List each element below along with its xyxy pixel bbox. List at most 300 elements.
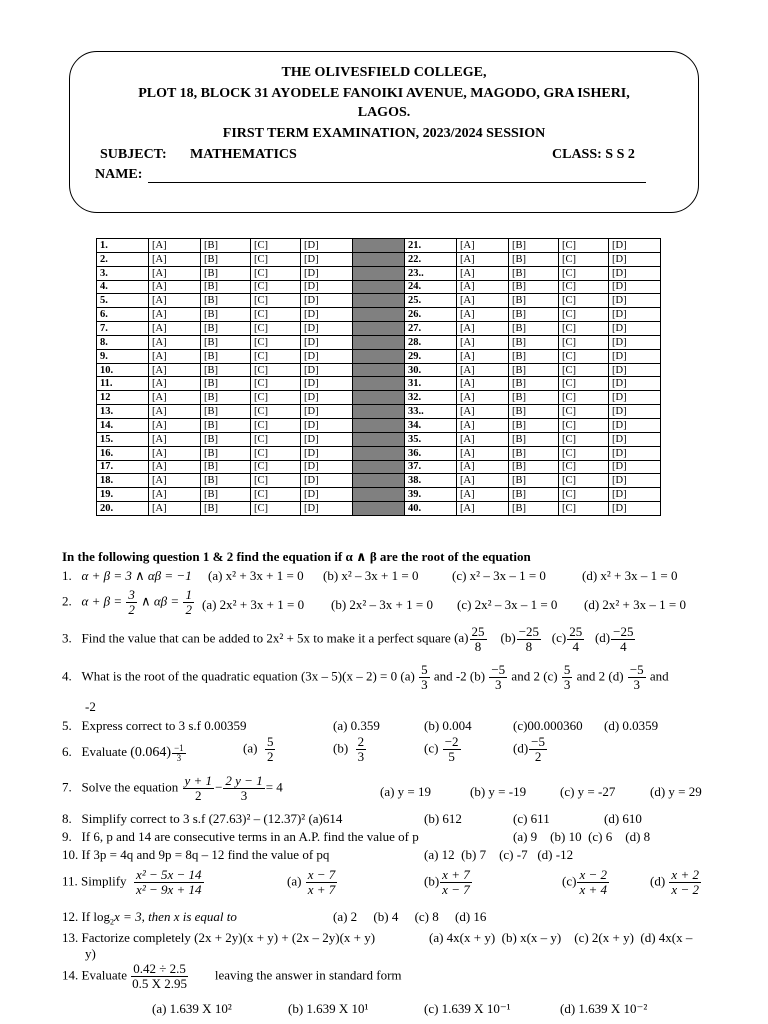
answer-row bbox=[97, 294, 661, 308]
answer-bubble[interactable]: [A] bbox=[149, 488, 201, 502]
answer-bubble[interactable]: [A] bbox=[457, 322, 509, 336]
answer-bubble[interactable]: [C] bbox=[251, 377, 301, 391]
answer-bubble[interactable]: [B] bbox=[509, 460, 559, 474]
question-number: 15. bbox=[97, 432, 149, 446]
question-number: 24. bbox=[405, 280, 457, 294]
answer-bubble[interactable]: [D] bbox=[609, 294, 661, 308]
answer-bubble[interactable]: [C] bbox=[251, 474, 301, 488]
answer-bubble[interactable]: [B] bbox=[201, 474, 251, 488]
question-11: 11. Simplify $\frac{\text{x² − 5x − 14}}{\text{x² − 9x + 14}}$ bbox=[62, 867, 202, 897]
question-number: 35. bbox=[405, 432, 457, 446]
question-6: 6. Evaluate (0.064) $\frac{-1}{3}$ bbox=[62, 743, 184, 763]
q4-continuation: -2 bbox=[85, 699, 96, 714]
question-number: 30. bbox=[405, 363, 457, 377]
answer-bubble[interactable]: [B] bbox=[509, 432, 559, 446]
answer-bubble[interactable]: [A] bbox=[149, 446, 201, 460]
answer-bubble[interactable]: [C] bbox=[559, 502, 609, 516]
answer-bubble[interactable]: [D] bbox=[609, 432, 661, 446]
divider-cell bbox=[353, 502, 405, 516]
q14-option-c[interactable]: (c) 1.639 X 10⁻¹ bbox=[424, 1001, 511, 1016]
answer-bubble[interactable]: [B] bbox=[509, 252, 559, 266]
answer-bubble[interactable]: [D] bbox=[609, 308, 661, 322]
answer-bubble[interactable]: [C] bbox=[251, 349, 301, 363]
question-number: 36. bbox=[405, 446, 457, 460]
answer-bubble[interactable]: [D] bbox=[301, 363, 353, 377]
answer-bubble[interactable]: [D] bbox=[301, 266, 353, 280]
answer-bubble[interactable]: [A] bbox=[457, 474, 509, 488]
question-number: 38. bbox=[405, 474, 457, 488]
question-13: 13. Factorize completely (2x + 2y)(x + y) + (2x – 2y)(x + y) bbox=[62, 930, 376, 945]
question-number: 19. bbox=[97, 488, 149, 502]
q6-option-a[interactable]: (a) $\frac{5}{2}$ bbox=[243, 734, 274, 764]
name-label: NAME: bbox=[95, 167, 143, 182]
answer-bubble[interactable]: [C] bbox=[251, 488, 301, 502]
answer-bubble[interactable]: [A] bbox=[457, 377, 509, 391]
answer-bubble[interactable]: [B] bbox=[509, 377, 559, 391]
question-number: 17. bbox=[97, 460, 149, 474]
answer-bubble[interactable]: [C] bbox=[559, 335, 609, 349]
answer-bubble[interactable]: [A] bbox=[149, 280, 201, 294]
answer-bubble[interactable]: [B] bbox=[509, 488, 559, 502]
answer-bubble[interactable]: [C] bbox=[251, 335, 301, 349]
answer-bubble[interactable]: [D] bbox=[609, 418, 661, 432]
answer-bubble[interactable]: [B] bbox=[509, 322, 559, 336]
answer-bubble[interactable]: [C] bbox=[559, 474, 609, 488]
answer-bubble[interactable]: [C] bbox=[559, 446, 609, 460]
answer-bubble[interactable]: [A] bbox=[149, 294, 201, 308]
q7-option-d[interactable]: (d) y = 29 bbox=[650, 784, 702, 799]
answer-bubble[interactable]: [B] bbox=[201, 335, 251, 349]
q5-option-a[interactable]: (a) 0.359 bbox=[333, 718, 380, 733]
answer-bubble[interactable]: [C] bbox=[559, 266, 609, 280]
answer-bubble[interactable]: [A] bbox=[149, 308, 201, 322]
answer-row bbox=[97, 418, 661, 432]
answer-bubble[interactable]: [B] bbox=[201, 239, 251, 253]
answer-bubble[interactable]: [D] bbox=[301, 349, 353, 363]
q8-option-c[interactable]: (c) 611 bbox=[513, 811, 550, 826]
q3-option-d[interactable]: (d) $\frac{-25}{4}$ bbox=[594, 624, 634, 654]
answer-bubble[interactable]: [B] bbox=[509, 266, 559, 280]
answer-bubble[interactable]: [A] bbox=[149, 502, 201, 516]
answer-bubble[interactable]: [D] bbox=[301, 391, 353, 405]
answer-bubble[interactable]: [B] bbox=[509, 474, 559, 488]
subject-value: MATHEMATICS bbox=[190, 147, 297, 162]
question-8: 8. Simplify correct to 3 s.f (27.63)² – (12.37)² (a)614 bbox=[62, 811, 343, 826]
q2-option-d[interactable]: (d) 2x² + 3x – 1 = 0 bbox=[584, 597, 686, 612]
answer-bubble[interactable]: [A] bbox=[149, 418, 201, 432]
q3-option-b[interactable]: (b) $\frac{-25}{8}$ bbox=[500, 624, 540, 654]
question-number: 2. bbox=[97, 252, 149, 266]
answer-bubble[interactable]: [C] bbox=[559, 418, 609, 432]
divider-cell bbox=[353, 488, 405, 502]
q11-option-d[interactable]: (d) $\frac{x + 2}{x - 2}$ bbox=[650, 867, 699, 897]
answer-row bbox=[97, 474, 661, 488]
q1-option-c[interactable]: (c) x² – 3x – 1 = 0 bbox=[452, 568, 546, 583]
answer-bubble[interactable]: [C] bbox=[559, 391, 609, 405]
divider-cell bbox=[353, 446, 405, 460]
answer-bubble[interactable]: [D] bbox=[609, 405, 661, 419]
answer-bubble[interactable]: [A] bbox=[149, 335, 201, 349]
answer-bubble[interactable]: [B] bbox=[509, 349, 559, 363]
answer-bubble[interactable]: [C] bbox=[559, 280, 609, 294]
question-number: 7. bbox=[97, 322, 149, 336]
answer-bubble[interactable]: [A] bbox=[457, 502, 509, 516]
answer-row bbox=[97, 239, 661, 253]
answer-bubble[interactable]: [D] bbox=[301, 405, 353, 419]
answer-bubble[interactable]: [B] bbox=[201, 308, 251, 322]
question-number: 23.. bbox=[405, 266, 457, 280]
answer-bubble[interactable]: [B] bbox=[201, 432, 251, 446]
answer-bubble[interactable]: [C] bbox=[251, 502, 301, 516]
q7-option-c[interactable]: (c) y = -27 bbox=[560, 784, 616, 799]
question-number: 40. bbox=[405, 502, 457, 516]
q5-option-b[interactable]: (b) 0.004 bbox=[424, 718, 472, 733]
answer-bubble[interactable]: [C] bbox=[251, 308, 301, 322]
divider-cell bbox=[353, 460, 405, 474]
answer-bubble[interactable]: [A] bbox=[457, 405, 509, 419]
answer-bubble[interactable]: [B] bbox=[201, 460, 251, 474]
q2-option-a[interactable]: (a) 2x² + 3x + 1 = 0 bbox=[202, 597, 305, 612]
answer-bubble[interactable]: [A] bbox=[457, 266, 509, 280]
answer-bubble[interactable]: [D] bbox=[301, 252, 353, 266]
divider-cell bbox=[353, 294, 405, 308]
answer-bubble[interactable]: [A] bbox=[457, 335, 509, 349]
question-number: 18. bbox=[97, 474, 149, 488]
question-number: 32. bbox=[405, 391, 457, 405]
answer-bubble[interactable]: [A] bbox=[457, 488, 509, 502]
answer-bubble[interactable]: [C] bbox=[251, 418, 301, 432]
answer-bubble[interactable]: [B] bbox=[201, 280, 251, 294]
q14-option-b[interactable]: (b) 1.639 X 10¹ bbox=[288, 1001, 369, 1016]
question-number: 13. bbox=[97, 405, 149, 419]
answer-bubble[interactable]: [A] bbox=[457, 363, 509, 377]
answer-row bbox=[97, 322, 661, 336]
answer-bubble[interactable]: [B] bbox=[509, 446, 559, 460]
answer-bubble[interactable]: [D] bbox=[609, 502, 661, 516]
school-address: PLOT 18, BLOCK 31 AYODELE FANOIKI AVENUE, MAGODO, GRA ISHERI, bbox=[138, 86, 630, 101]
school-name: THE OLIVESFIELD COLLEGE, bbox=[281, 65, 487, 80]
answer-bubble[interactable]: [D] bbox=[609, 391, 661, 405]
answer-bubble[interactable]: [B] bbox=[201, 363, 251, 377]
answer-bubble[interactable]: [D] bbox=[301, 239, 353, 253]
answer-bubble[interactable]: [B] bbox=[509, 280, 559, 294]
answer-bubble[interactable]: [C] bbox=[559, 322, 609, 336]
answer-grid bbox=[96, 238, 661, 516]
answer-bubble[interactable]: [D] bbox=[609, 446, 661, 460]
question-number: 25. bbox=[405, 294, 457, 308]
answer-bubble[interactable]: [C] bbox=[559, 460, 609, 474]
answer-bubble[interactable]: [A] bbox=[149, 432, 201, 446]
answer-bubble[interactable]: [A] bbox=[149, 239, 201, 253]
answer-row bbox=[97, 432, 661, 446]
answer-row bbox=[97, 252, 661, 266]
question-number: 37. bbox=[405, 460, 457, 474]
question-number: 28. bbox=[405, 335, 457, 349]
answer-bubble[interactable]: [D] bbox=[301, 335, 353, 349]
answer-bubble[interactable]: [A] bbox=[457, 460, 509, 474]
answer-bubble[interactable]: [D] bbox=[301, 502, 353, 516]
divider-cell bbox=[353, 363, 405, 377]
answer-row bbox=[97, 363, 661, 377]
answer-bubble[interactable]: [A] bbox=[149, 474, 201, 488]
q6-option-c[interactable]: (c) $\frac{-2}{5}$ bbox=[424, 734, 459, 764]
answer-bubble[interactable]: [D] bbox=[609, 335, 661, 349]
answer-bubble[interactable]: [C] bbox=[251, 391, 301, 405]
divider-cell bbox=[353, 432, 405, 446]
answer-bubble[interactable]: [D] bbox=[609, 488, 661, 502]
answer-bubble[interactable]: [B] bbox=[201, 377, 251, 391]
divider-cell bbox=[353, 280, 405, 294]
answer-bubble[interactable]: [B] bbox=[201, 391, 251, 405]
answer-bubble[interactable]: [A] bbox=[149, 322, 201, 336]
q13-continuation: y) bbox=[85, 946, 96, 961]
q5-option-c[interactable]: (c)00.000360 bbox=[513, 718, 583, 733]
q3-option-c[interactable]: (c) $\frac{25}{4}$ bbox=[551, 624, 583, 654]
q8-option-b[interactable]: (b) 612 bbox=[424, 811, 462, 826]
answer-bubble[interactable]: [A] bbox=[457, 391, 509, 405]
divider-cell bbox=[353, 335, 405, 349]
q7-option-b[interactable]: (b) y = -19 bbox=[470, 784, 527, 799]
divider-cell bbox=[353, 474, 405, 488]
answer-bubble[interactable]: [C] bbox=[251, 322, 301, 336]
answer-bubble[interactable]: [B] bbox=[201, 294, 251, 308]
divider-cell bbox=[353, 405, 405, 419]
answer-bubble[interactable]: [C] bbox=[251, 280, 301, 294]
answer-row bbox=[97, 349, 661, 363]
q3-option-a[interactable]: (a) $\frac{25}{8}$ bbox=[454, 624, 485, 654]
answer-bubble[interactable]: [A] bbox=[149, 377, 201, 391]
answer-bubble[interactable]: [B] bbox=[509, 363, 559, 377]
answer-row bbox=[97, 391, 661, 405]
answer-bubble[interactable]: [C] bbox=[559, 252, 609, 266]
answer-bubble[interactable]: [A] bbox=[149, 252, 201, 266]
q6-option-b[interactable]: (b) $\frac{2}{3}$ bbox=[333, 734, 365, 764]
answer-bubble[interactable]: [B] bbox=[509, 294, 559, 308]
answer-bubble[interactable]: [A] bbox=[149, 363, 201, 377]
answer-bubble[interactable]: [C] bbox=[251, 446, 301, 460]
answer-bubble[interactable]: [D] bbox=[301, 377, 353, 391]
answer-bubble[interactable]: [B] bbox=[509, 335, 559, 349]
q6-option-d[interactable]: (d) $\frac{-5}{2}$ bbox=[513, 734, 546, 764]
answer-row bbox=[97, 266, 661, 280]
question-number: 20. bbox=[97, 502, 149, 516]
answer-bubble[interactable]: [C] bbox=[251, 294, 301, 308]
answer-bubble[interactable]: [C] bbox=[251, 252, 301, 266]
answer-bubble[interactable]: [D] bbox=[609, 349, 661, 363]
q14-option-d[interactable]: (d) 1.639 X 10⁻² bbox=[560, 1001, 648, 1016]
answer-bubble[interactable]: [D] bbox=[301, 322, 353, 336]
answer-bubble[interactable]: [C] bbox=[559, 349, 609, 363]
question-2: 2. α + β = $\frac{3}{2}$ ∧ αβ = $\frac{1}{2}$ bbox=[62, 587, 192, 617]
question-number: 3. bbox=[97, 266, 149, 280]
answer-bubble[interactable]: [D] bbox=[609, 266, 661, 280]
answer-row bbox=[97, 280, 661, 294]
q1-option-a[interactable]: (a) x² + 3x + 1 = 0 bbox=[208, 568, 304, 583]
answer-row bbox=[97, 446, 661, 460]
answer-bubble[interactable]: [C] bbox=[251, 239, 301, 253]
q1-option-d[interactable]: (d) x² + 3x – 1 = 0 bbox=[582, 568, 678, 583]
answer-bubble[interactable]: [B] bbox=[509, 502, 559, 516]
answer-bubble[interactable]: [C] bbox=[559, 405, 609, 419]
answer-row bbox=[97, 335, 661, 349]
answer-bubble[interactable]: [C] bbox=[559, 294, 609, 308]
answer-bubble[interactable]: [A] bbox=[457, 294, 509, 308]
answer-row bbox=[97, 502, 661, 516]
question-9: 9. If 6, p and 14 are consecutive terms in an A.P. find the value of p bbox=[62, 829, 419, 844]
divider-cell bbox=[353, 308, 405, 322]
question-number: 9. bbox=[97, 349, 149, 363]
answer-bubble[interactable]: [D] bbox=[301, 460, 353, 474]
answer-bubble[interactable]: [B] bbox=[509, 418, 559, 432]
question-4: 4. What is the root of the quadratic equation (3x – 5)(x – 2) = 0 (a) $\frac{5}{3}$ and -2 (b) $\frac{-5}{3}$ and 2 (c) $\frac{5}{3}$ and 2 (d) $\frac{-5}{3}$ and bbox=[62, 662, 669, 692]
name-line[interactable] bbox=[148, 182, 646, 183]
q8-option-d[interactable]: (d) 610 bbox=[604, 811, 642, 826]
answer-bubble[interactable]: [D] bbox=[301, 432, 353, 446]
divider-cell bbox=[353, 322, 405, 336]
question-number: 39. bbox=[405, 488, 457, 502]
answer-bubble[interactable]: [D] bbox=[301, 280, 353, 294]
answer-bubble[interactable]: [C] bbox=[251, 363, 301, 377]
answer-bubble[interactable]: [C] bbox=[559, 488, 609, 502]
answer-bubble[interactable]: [D] bbox=[609, 474, 661, 488]
q5-option-d[interactable]: (d) 0.0359 bbox=[604, 718, 659, 733]
answer-bubble[interactable]: [C] bbox=[251, 266, 301, 280]
q14-option-a[interactable]: (a) 1.639 X 10² bbox=[152, 1001, 232, 1016]
answer-bubble[interactable]: [B] bbox=[201, 266, 251, 280]
answer-bubble[interactable]: [B] bbox=[509, 391, 559, 405]
answer-row bbox=[97, 488, 661, 502]
answer-bubble[interactable]: [D] bbox=[609, 280, 661, 294]
answer-bubble[interactable]: [B] bbox=[509, 239, 559, 253]
question-number: 16. bbox=[97, 446, 149, 460]
question-number: 29. bbox=[405, 349, 457, 363]
answer-bubble[interactable]: [C] bbox=[559, 363, 609, 377]
q10-options[interactable]: (a) 12 (b) 7 (c) -7 (d) -12 bbox=[424, 847, 574, 862]
question-14: 14. Evaluate $\frac{0.42 \div 2.5}{0.5 X 2.95}$ leaving the answer in standard form bbox=[62, 961, 402, 991]
answer-bubble[interactable]: [A] bbox=[457, 239, 509, 253]
answer-bubble[interactable]: [D] bbox=[301, 308, 353, 322]
question-number: 6. bbox=[97, 308, 149, 322]
question-1: 1. α + β = 3 ∧ αβ = −1 bbox=[62, 568, 192, 583]
answer-bubble[interactable]: [B] bbox=[201, 349, 251, 363]
question-12: 12. If $\log_2x = 3$, then x is equal to bbox=[62, 909, 237, 927]
question-5: 5. Express correct to 3 s.f 0.00359 bbox=[62, 718, 247, 733]
answer-bubble[interactable]: [B] bbox=[201, 488, 251, 502]
question-number: 1. bbox=[97, 239, 149, 253]
answer-bubble[interactable]: [B] bbox=[201, 252, 251, 266]
question-number: 26. bbox=[405, 308, 457, 322]
answer-bubble[interactable]: [A] bbox=[457, 252, 509, 266]
question-number: 33.. bbox=[405, 405, 457, 419]
q11-option-a[interactable]: (a) $\frac{x - 7}{x + 7}$ bbox=[287, 867, 336, 897]
question-number: 14. bbox=[97, 418, 149, 432]
question-3: 3. Find the value that can be added to 2x² + 5x to make it a perfect square (a) $\frac{25}{8}$ (b) $\frac{-25}{8}$ (c) $\frac{25}{4}$ (d) $\frac{-25}{4}$ bbox=[62, 625, 636, 654]
answer-bubble[interactable]: [A] bbox=[457, 418, 509, 432]
q2-option-c[interactable]: (c) 2x² – 3x – 1 = 0 bbox=[457, 597, 558, 612]
q9-options[interactable]: (a) 9 (b) 10 (c) 6 (d) 8 bbox=[513, 829, 651, 844]
answer-bubble[interactable]: [C] bbox=[251, 460, 301, 474]
answer-bubble[interactable]: [D] bbox=[609, 252, 661, 266]
question-number: 22. bbox=[405, 252, 457, 266]
answer-bubble[interactable]: [D] bbox=[301, 488, 353, 502]
divider-cell bbox=[353, 239, 405, 253]
q11-option-b[interactable]: (b) $\frac{x + 7}{x - 7}$ bbox=[424, 867, 470, 897]
answer-bubble[interactable]: [D] bbox=[301, 474, 353, 488]
answer-bubble[interactable]: [C] bbox=[559, 308, 609, 322]
answer-bubble[interactable]: [A] bbox=[457, 446, 509, 460]
answer-bubble[interactable]: [D] bbox=[609, 322, 661, 336]
question-number: 27. bbox=[405, 322, 457, 336]
question-10: 10. If 3p = 4q and 9p = 8q – 12 find the value of pq bbox=[62, 847, 330, 862]
answer-bubble[interactable]: [A] bbox=[149, 460, 201, 474]
answer-bubble[interactable]: [D] bbox=[609, 239, 661, 253]
subject-label: SUBJECT: bbox=[100, 147, 167, 162]
answer-bubble[interactable]: [A] bbox=[457, 349, 509, 363]
divider-cell bbox=[353, 377, 405, 391]
q11-option-c[interactable]: (c) $\frac{x - 2}{x + 4}$ bbox=[562, 867, 607, 897]
answer-bubble[interactable]: [B] bbox=[509, 308, 559, 322]
answer-bubble[interactable]: [C] bbox=[251, 432, 301, 446]
q1-option-b[interactable]: (b) x² – 3x + 1 = 0 bbox=[323, 568, 419, 583]
question-number: 5. bbox=[97, 294, 149, 308]
divider-cell bbox=[353, 349, 405, 363]
q7-option-a[interactable]: (a) y = 19 bbox=[380, 784, 432, 799]
answer-bubble[interactable]: [D] bbox=[301, 294, 353, 308]
answer-bubble[interactable]: [D] bbox=[609, 363, 661, 377]
answer-bubble[interactable]: [B] bbox=[201, 405, 251, 419]
answer-bubble[interactable]: [B] bbox=[509, 405, 559, 419]
school-city: LAGOS. bbox=[357, 105, 411, 120]
answer-bubble[interactable]: [C] bbox=[559, 377, 609, 391]
answer-bubble[interactable]: [A] bbox=[457, 280, 509, 294]
class-value: CLASS: S S 2 bbox=[552, 147, 635, 162]
answer-bubble[interactable]: [C] bbox=[251, 405, 301, 419]
answer-bubble[interactable]: [D] bbox=[609, 377, 661, 391]
question-number: 4. bbox=[97, 280, 149, 294]
answer-bubble[interactable]: [D] bbox=[609, 460, 661, 474]
divider-cell bbox=[353, 252, 405, 266]
answer-bubble[interactable]: [A] bbox=[457, 308, 509, 322]
question-7: 7. Solve the equation $\frac{y + 1}{2}$ − $\frac{2 y - 1}{3}$ = 4 bbox=[62, 773, 283, 803]
q2-option-b[interactable]: (b) 2x² – 3x + 1 = 0 bbox=[331, 597, 433, 612]
instructions: In the following question 1 & 2 find the equation if α ∧ β are the root of the equation bbox=[62, 549, 531, 564]
answer-bubble[interactable]: [B] bbox=[201, 502, 251, 516]
answer-row bbox=[97, 377, 661, 391]
answer-row bbox=[97, 460, 661, 474]
divider-cell bbox=[353, 418, 405, 432]
answer-bubble[interactable]: [C] bbox=[559, 239, 609, 253]
answer-bubble[interactable]: [B] bbox=[201, 446, 251, 460]
answer-row bbox=[97, 308, 661, 322]
divider-cell bbox=[353, 266, 405, 280]
answer-bubble[interactable]: [A] bbox=[149, 405, 201, 419]
answer-bubble[interactable]: [A] bbox=[457, 432, 509, 446]
answer-bubble[interactable]: [A] bbox=[149, 391, 201, 405]
answer-bubble[interactable]: [C] bbox=[559, 432, 609, 446]
q12-options[interactable]: (a) 2 (b) 4 (c) 8 (d) 16 bbox=[333, 909, 487, 924]
answer-bubble[interactable]: [D] bbox=[301, 446, 353, 460]
answer-bubble[interactable]: [A] bbox=[149, 349, 201, 363]
answer-bubble[interactable]: [B] bbox=[201, 418, 251, 432]
question-number: 11. bbox=[97, 377, 149, 391]
question-number: 21. bbox=[405, 239, 457, 253]
answer-bubble[interactable]: [B] bbox=[201, 322, 251, 336]
q13-options[interactable]: (a) 4x(x + y) (b) x(x – y) (c) 2(x + y) (d) 4x(x – bbox=[429, 930, 693, 945]
question-number: 10. bbox=[97, 363, 149, 377]
question-number: 12 bbox=[97, 391, 149, 405]
answer-bubble[interactable]: [D] bbox=[301, 418, 353, 432]
answer-bubble[interactable]: [A] bbox=[149, 266, 201, 280]
